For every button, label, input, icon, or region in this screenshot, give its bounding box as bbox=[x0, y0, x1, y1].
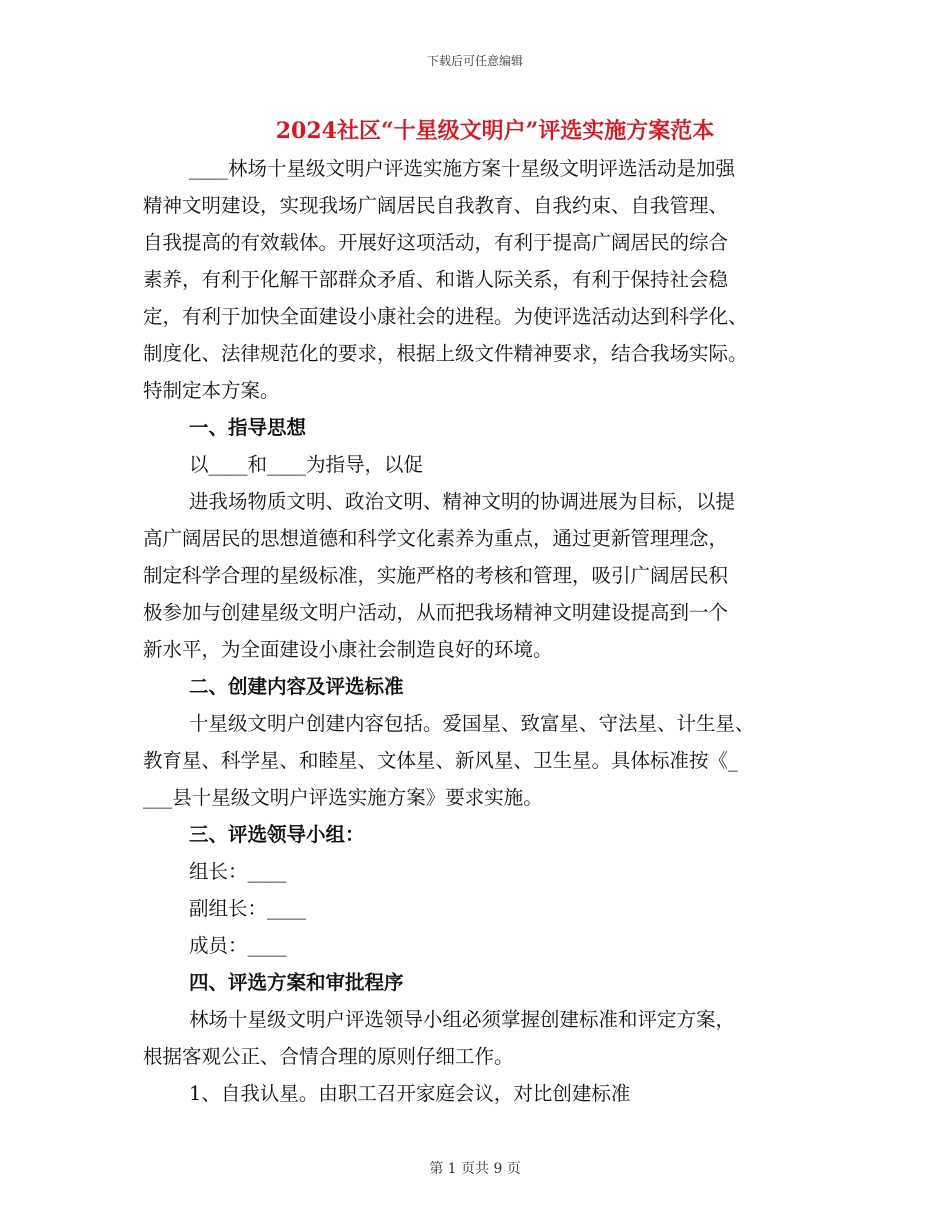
page-footer: 第 1 页共 9 页 bbox=[429, 1161, 521, 1177]
leader-line: 组长：____ bbox=[189, 860, 287, 883]
document-title: 2024社区“十星级文明户”评选实施方案范本 bbox=[275, 118, 715, 144]
paragraph-line: 1、自我认星。由职工召开家庭会议，对比创建标准 bbox=[189, 1082, 631, 1105]
paragraph-line: 定，有利于加快全面建设小康社会的进程。为使评选活动达到科学化、 bbox=[143, 305, 748, 328]
paragraph-line: 素养，有利于化解干部群众矛盾、和谐人际关系，有利于保持社会稳 bbox=[143, 268, 729, 291]
paragraph-line: 以____和____为指导，以促 bbox=[189, 453, 424, 476]
paragraph-line: 新水平，为全面建设小康社会制造良好的环境。 bbox=[143, 638, 553, 661]
paragraph-line: 特制定本方案。 bbox=[143, 379, 280, 402]
paragraph-line: 根据客观公正、合情合理的原则仔细工作。 bbox=[143, 1045, 514, 1068]
section-heading: 一、指导思想 bbox=[189, 416, 307, 439]
header-note: 下载后可任意编辑 bbox=[426, 54, 523, 68]
members-line: 成员：____ bbox=[189, 934, 287, 957]
paragraph-line: 精神文明建设，实现我场广阔居民自我教育、自我约束、自我管理、 bbox=[143, 194, 729, 217]
paragraph-line: 制度化、法律规范化的要求，根据上级文件精神要求，结合我场实际。 bbox=[143, 342, 748, 365]
section-heading: 四、评选方案和审批程序 bbox=[189, 971, 404, 994]
paragraph-line: 进我场物质文明、政治文明、精神文明的协调进展为目标，以提 bbox=[189, 490, 736, 513]
paragraph-line: 林场十星级文明户评选领导小组必须掌握创建标准和评定方案， bbox=[189, 1008, 736, 1031]
section-heading: 三、评选领导小组： bbox=[189, 823, 365, 846]
paragraph-line: 制定科学合理的星级标准，实施严格的考核和管理，吸引广阔居民积 bbox=[143, 564, 729, 587]
paragraph-line: ____林场十星级文明户评选实施方案十星级文明评选活动是加强 bbox=[189, 157, 736, 180]
document-body bbox=[143, 150, 813, 1112]
paragraph-line: 教育星、科学星、和睦星、文体星、新风星、卫生星。具体标准按《_ bbox=[143, 749, 738, 772]
paragraph-line: ___县十星级文明户评选实施方案》要求实施。 bbox=[143, 786, 543, 809]
paragraph-line: 极参加与创建星级文明户活动，从而把我场精神文明建设提高到一个 bbox=[143, 601, 729, 624]
deputy-leader-line: 副组长：____ bbox=[189, 897, 307, 920]
paragraph-line: 十星级文明户创建内容包括。爱国星、致富星、守法星、计生星、 bbox=[189, 712, 755, 735]
paragraph-line: 自我提高的有效载体。开展好这项活动，有利于提高广阔居民的综合 bbox=[143, 231, 729, 254]
paragraph-line: 高广阔居民的思想道德和科学文化素养为重点，通过更新管理理念， bbox=[143, 527, 729, 550]
section-heading: 二、创建内容及评选标准 bbox=[189, 675, 404, 698]
